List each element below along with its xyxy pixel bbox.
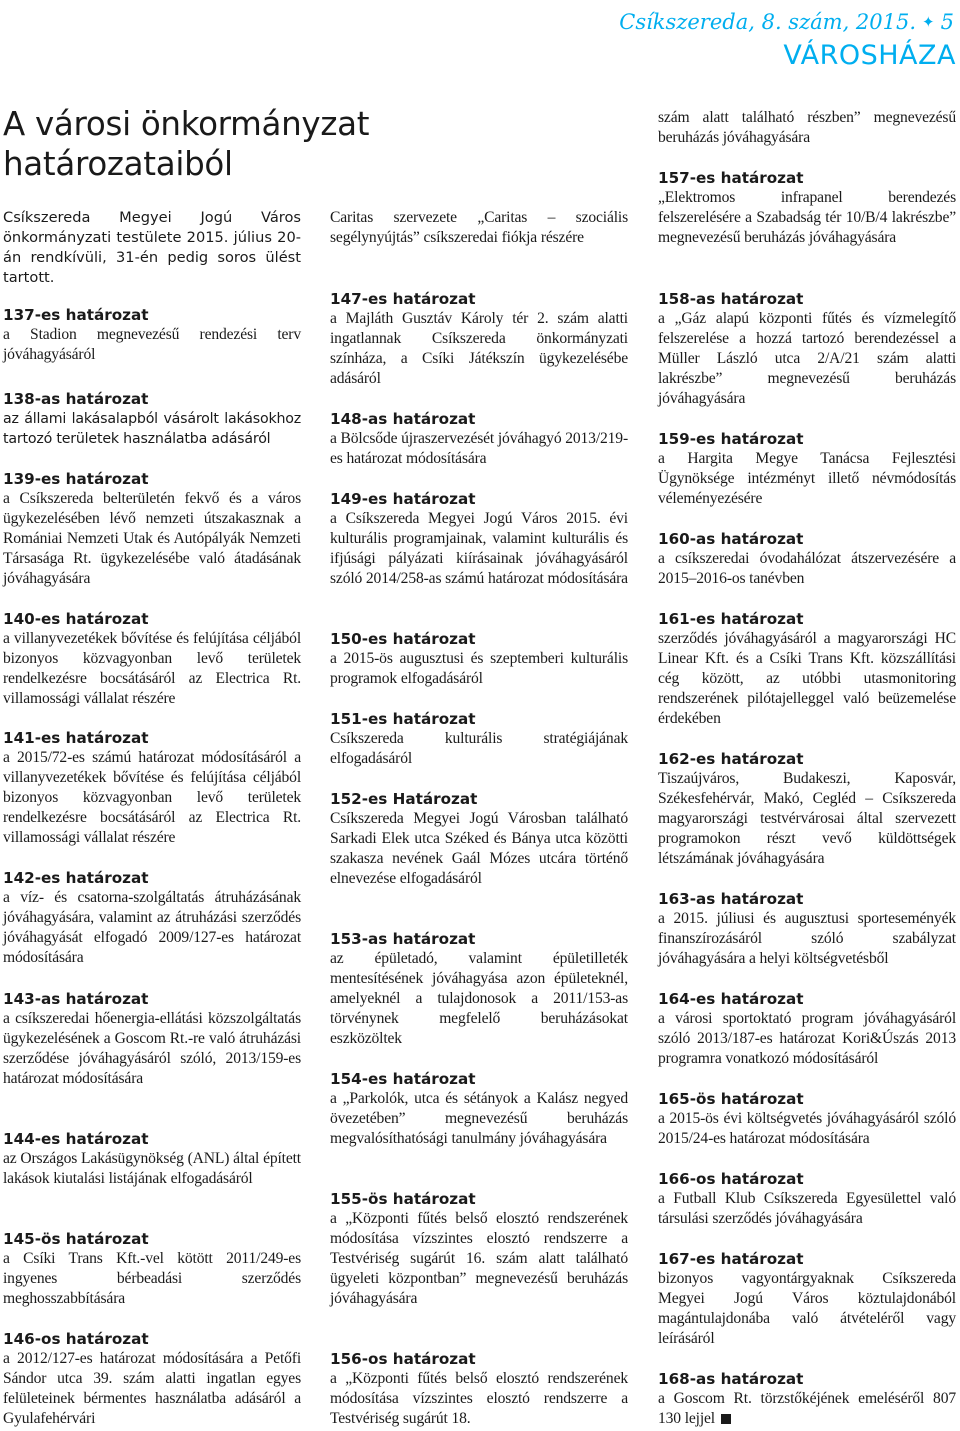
resolution-139 — [3, 469, 301, 589]
resolution-text: a 2015-ös augusztusi és szeptemberi kulturális programok elfogadásáról — [330, 650, 628, 687]
resolution-heading: 150-es határozat — [330, 630, 476, 648]
resolution-heading: 149-es határozat — [330, 490, 476, 508]
resolution-158 — [658, 289, 956, 409]
resolution-heading: 156-os határozat — [330, 1350, 476, 1368]
resolution-text: a Csíkszereda Megyei Jogú Város 2015. évi kulturális programjainak, valamint kulturális és ifjúsági pályázati kiírásainak jóváhagyásáról szóló 2014/258-as számú határozat módosítására — [330, 510, 628, 587]
resolution-heading: 145-ös határozat — [3, 1230, 149, 1248]
end-of-article-mark — [721, 1414, 731, 1424]
resolution-text: a 2012/127-es határozat módosítására a Petőfi Sándor utca 39. szám alatti ingatlan egyes felületeinek bérmentes használatba adásáról a Gyulafehérvári — [3, 1350, 301, 1427]
resolution-heading: 139-es határozat — [3, 470, 149, 488]
resolution-164 — [658, 989, 956, 1069]
resolution-heading: 138-as határozat — [3, 390, 149, 408]
resolution-heading: 161-es határozat — [658, 610, 804, 628]
issue-info: Csíkszereda, 8. szám, 2015. — [619, 10, 917, 34]
resolution-heading: 165-ös határozat — [658, 1090, 804, 1108]
resolution-text: a villanyvezetékek bővítése és felújítása céljából bizonyos közvagyonban levő területek rendelkezésre bocsátásáról az Electrica Rt. villamossági vállalat részére — [3, 630, 301, 707]
resolution-text: Csíkszereda Megyei Jogú Városban található Sarkadi Elek utca Széked és Bánya utca közötti szakasza nevének Gaál Mózes utcára történő elnevezése elfogadásáról — [330, 810, 628, 887]
resolution-149 — [330, 489, 628, 589]
resolution-151 — [330, 709, 628, 769]
resolution-166 — [658, 1169, 956, 1229]
article-title: A városi önkormányzat határozataiból — [3, 105, 370, 183]
resolution-168 — [658, 1369, 956, 1429]
resolution-heading: 168-as határozat — [658, 1370, 804, 1388]
resolution-text: a „Gáz alapú központi fűtés és vízmelegítő felszerelése a hozzá tartozó berendezéssel a Müller László utca 2/A/21 szám alatti lakrészbe” megnevezésű beruházás jóváhagyására — [658, 310, 956, 407]
resolution-heading: 152-es Határozat — [330, 790, 478, 808]
resolution-145 — [3, 1229, 301, 1309]
resolution-text: a 2015. júliusi és augusztusi sporteseményék finanszírozásáról szóló szabályzat jóváhagyására a helyi költségvetésből — [658, 910, 956, 967]
resolution-heading: 148-as határozat — [330, 410, 476, 428]
resolution-heading: 142-es határozat — [3, 869, 149, 887]
resolution-heading: 163-as határozat — [658, 890, 804, 908]
resolution-146-continued — [330, 208, 628, 248]
resolution-137 — [3, 305, 301, 365]
resolution-text: a csíkszeredai hőenergia-ellátási közszolgáltatás ügykezelésének a Goscom Rt.-re való átruházási szerződése jóváhagyásáról szóló, 2013/159-es határozat módosítására — [3, 1010, 301, 1087]
resolution-heading: 166-os határozat — [658, 1170, 804, 1188]
resolution-text: a 2015-ös évi költségvetés jóváhagyásáról szóló 2015/24-es határozat módosítására — [658, 1110, 956, 1147]
resolution-heading: 143-as határozat — [3, 990, 149, 1008]
running-header — [619, 10, 954, 34]
resolution-text: a víz- és csatorna-szolgáltatás átruházásának jóváhagyására, valamint az átruházási szerződés jóváhagyását elfogadó 2009/127-es határozat módosítására — [3, 889, 301, 966]
resolution-141 — [3, 728, 301, 848]
resolution-160 — [658, 529, 956, 589]
resolution-163 — [658, 889, 956, 969]
resolution-heading: 157-es határozat — [658, 169, 804, 187]
resolution-147 — [330, 289, 628, 389]
resolution-text: a „Központi fűtés belső elosztó rendszerének módosítása vízszintes elosztó rendszerre a Testvériség sugárút 16. szám alatt található ügyeleti központban” megnevezésű beruházás jóváhagyására — [330, 1210, 628, 1307]
resolution-heading: 144-es határozat — [3, 1130, 149, 1148]
resolution-text: a Futball Klub Csíkszereda Egyesülettel való társulási szerződés jóváhagyására — [658, 1190, 956, 1227]
resolution-text: bizonyos vagyontárgyaknak Csíkszereda Megyei Jogú Város köztulajdonából magántulajdonába való átvételéről vagy leírásáról — [658, 1270, 956, 1347]
resolution-161 — [658, 609, 956, 729]
resolution-text: a Hargita Megye Tanácsa Fejlesztési Ügynöksége intézményt illető névmódosítás véleményezésére — [658, 450, 956, 507]
resolution-text — [658, 1389, 956, 1429]
resolution-167 — [658, 1249, 956, 1349]
article-intro: Csíkszereda Megyei Jogú Város önkormányzati testülete 2015. július 20-án rendkívüli, 31-én pedig soros ülést tartott. — [3, 209, 301, 286]
resolution-157 — [658, 168, 956, 248]
resolution-text: „Elektromos infrapanel berendezés felszerelésére a Szabadság tér 10/B/4 lakrészbe” megnevezésű beruházás jóváhagyására — [658, 189, 956, 246]
resolution-heading: 137-es határozat — [3, 306, 149, 324]
resolution-146 — [3, 1329, 301, 1429]
resolution-text: az Országos Lakásügynökség (ANL) által épített lakások kiutalási listájának elfogadásáról — [3, 1150, 301, 1187]
resolution-text: az állami lakásalapból vásárolt lakásokhoz tartozó területek használatba adásáról — [3, 411, 301, 447]
resolution-heading: 147-es határozat — [330, 290, 476, 308]
resolution-heading: 160-as határozat — [658, 530, 804, 548]
resolution-138 — [3, 389, 301, 449]
resolution-153 — [330, 929, 628, 1049]
resolution-text: a Bölcsőde újraszervezését jóváhagyó 2013/219-es határozat módosítására — [330, 430, 628, 467]
resolution-156 — [330, 1349, 628, 1429]
resolution-heading: 164-es határozat — [658, 990, 804, 1008]
resolution-text: a városi sportoktató program jóváhagyásáról szóló 2013/187-es határozat Kori&Úszás 2013 programra vonatkozó módosításáról — [658, 1010, 956, 1067]
resolution-text: a Csíkszereda belterületén fekvő és a város ügykezelésében lévő nemzeti útszakasznak a Romániai Nemzeti Utak és Autópályák Nemzeti Társasága Rt. ügykezelésébe való átadásának jóváhagyására — [3, 490, 301, 587]
resolution-heading: 151-es határozat — [330, 710, 476, 728]
resolution-text: a Majláth Gusztáv Károly tér 2. szám alatti ingatlannak Csíkszereda önkormányzati színháza, a Csíki Játékszín ügykezelésébe adásáról — [330, 310, 628, 387]
resolution-heading: 162-es határozat — [658, 750, 804, 768]
resolution-155 — [330, 1189, 628, 1309]
page-number: 5 — [940, 10, 954, 34]
resolution-159 — [658, 429, 956, 509]
section-label: VÁROSHÁZA — [783, 40, 956, 71]
resolution-text: a „Parkolók, utca és sétányok a Kalász negyed övezetében” megnevezésű beruházás megvalósíthatósági tanulmány jóváhagyására — [330, 1090, 628, 1147]
resolution-text: Tiszaújváros, Budakeszi, Kaposvár, Székesfehérvár, Makó, Cegléd – Csíkszereda magyarországi testvérvárosai által szervezett programokon részt vevő küldöttségek létszámának jóváhagyására — [658, 770, 956, 867]
resolution-heading: 158-as határozat — [658, 290, 804, 308]
resolution-148 — [330, 409, 628, 469]
separator-ornament: ✦ — [922, 13, 935, 31]
resolution-text: a „Központi fűtés belső elosztó rendszerének módosítása vízszintes elosztó rendszerre a Testvériség sugárút 18. — [330, 1370, 628, 1427]
resolution-140 — [3, 609, 301, 709]
resolution-165 — [658, 1089, 956, 1149]
resolution-text: a Stadion megnevezésű rendezési terv jóváhagyásáról — [3, 326, 301, 363]
resolution-text: Caritas szervezete „Caritas – szociális segélynyújtás” csíkszeredai fiókja részére — [330, 209, 628, 246]
resolution-143 — [3, 989, 301, 1089]
resolution-text: szerződés jóváhagyásáról a magyarországi HC Linear Kft. és a Csíki Trans Kft. közszállítási cég között, az utóbbi utasmonitoring rendszerének pilótajelleggel való beüzemelése érdekében — [658, 630, 956, 727]
resolution-text: szám alatt található részben” megnevezésű beruházás jóváhagyására — [658, 109, 956, 146]
resolution-152 — [330, 789, 628, 889]
resolution-heading: 153-as határozat — [330, 930, 476, 948]
resolution-text: a Csíki Trans Kft.-vel kötött 2011/249-es ingyenes bérbeadási szerződés meghosszabbítására — [3, 1250, 301, 1307]
resolution-heading: 146-os határozat — [3, 1330, 149, 1348]
resolution-150 — [330, 629, 628, 689]
resolution-heading: 140-es határozat — [3, 610, 149, 628]
resolution-text: Csíkszereda kulturális stratégiájának elfogadásáról — [330, 730, 628, 767]
resolution-text: az épületadó, valamint épületilleték mentesítésének jóváhagyása azon épületeknél, amelyeknél a tulajdonosok a 2011/153-as törvénynek megfelelő beruházásokat eszközöltek — [330, 950, 628, 1047]
resolution-text: a csíkszeredai óvodahálózat átszervezésére a 2015–2016-os tanévben — [658, 550, 956, 587]
resolution-156-continued — [658, 108, 956, 148]
resolution-text-content: a Goscom Rt. törzstőkéjének emeléséről 807 130 lejjel — [658, 1390, 956, 1427]
resolution-144 — [3, 1129, 301, 1189]
resolution-heading: 154-es határozat — [330, 1070, 476, 1088]
resolution-heading: 159-es határozat — [658, 430, 804, 448]
resolution-154 — [330, 1069, 628, 1149]
resolution-heading: 141-es határozat — [3, 729, 149, 747]
resolution-142 — [3, 868, 301, 968]
resolution-heading: 155-ös határozat — [330, 1190, 476, 1208]
resolution-heading: 167-es határozat — [658, 1250, 804, 1268]
resolution-162 — [658, 749, 956, 869]
resolution-text: a 2015/72-es számú határozat módosításáról a villanyvezetékek bővítése és felújítása céljából bizonyos közvagyonban levő területek rendelkezésre bocsátásáról az Electrica Rt. villamossági vállalat részére — [3, 749, 301, 846]
